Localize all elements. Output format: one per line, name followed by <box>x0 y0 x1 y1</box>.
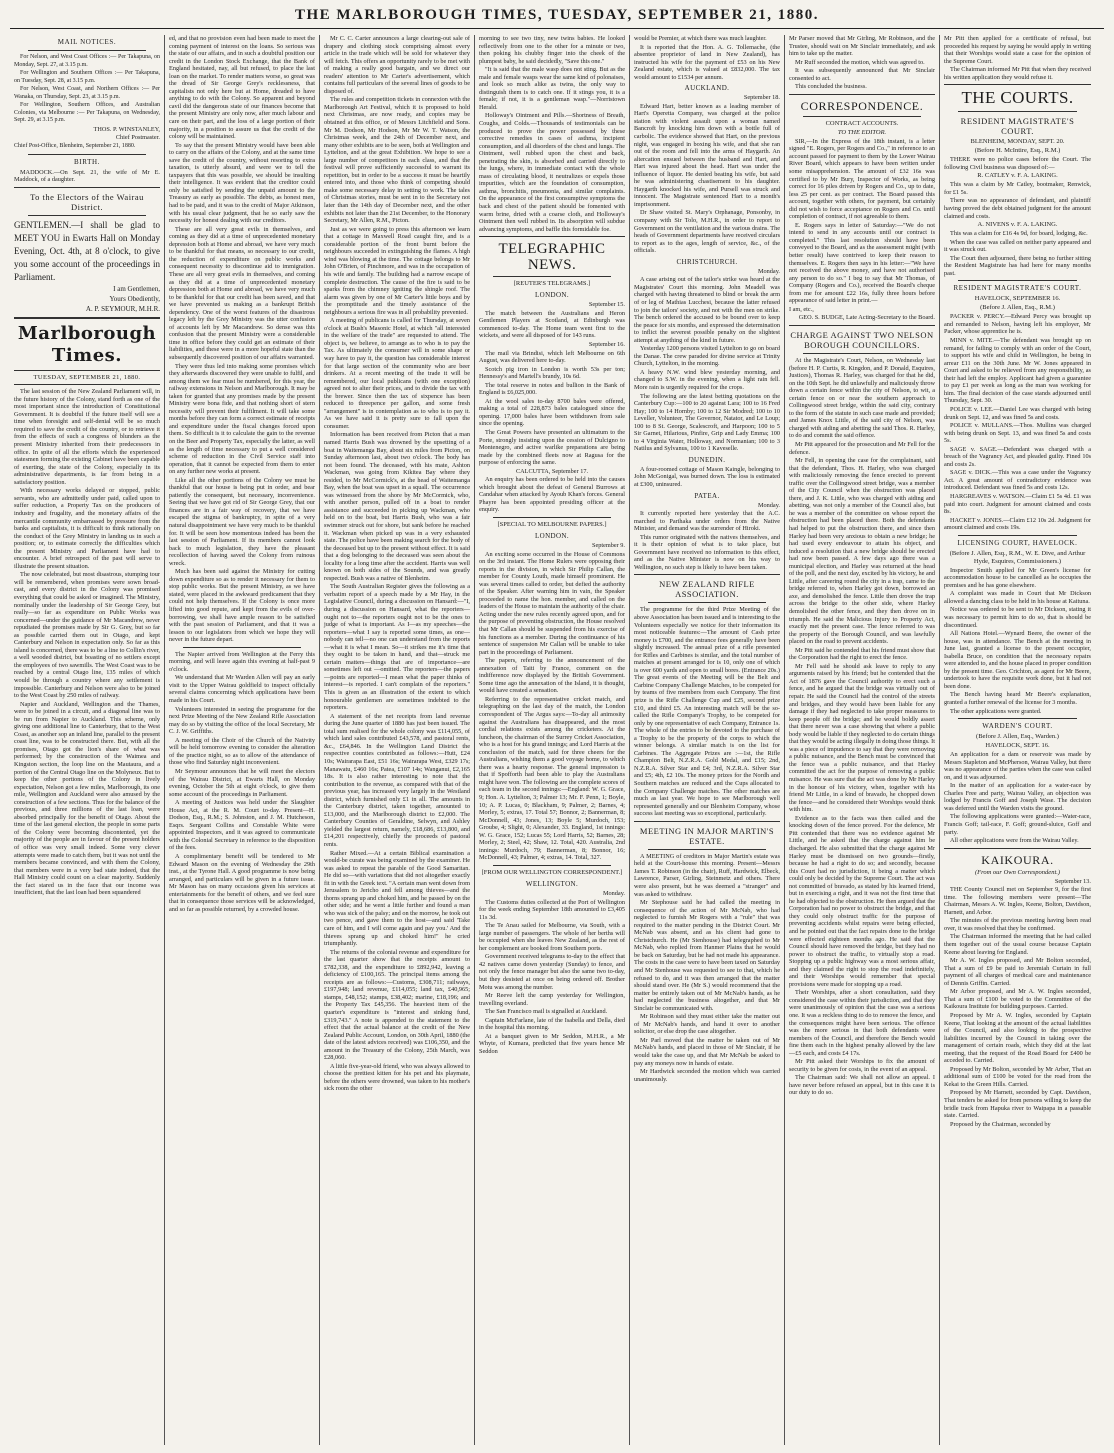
birth-notice: MADDOCK.—On Sept. 21, the wife of Mr E. Maddock, of a daughter. <box>14 168 160 184</box>
article-paragraph: Mr Pitt asked their Worships to fix the amount of security to be given for costs, in the event of an appeal. <box>789 1058 935 1073</box>
news-item: A little five-year-old friend, who was always allowed to choose the prettiest kitten for his pet and his playmate, before the others were drowned, was taken to his mother's sick room the other <box>324 1062 470 1093</box>
news-item: "It is said that the male wasp does not sting. But as the male and female wasps wear the same kind of polonaises, and look so much alike as twins, the only way to distinguish them is to catch one. If it stings you, it is a female; if not, it is a gentleman wasp."—Norristown Herald. <box>479 66 625 111</box>
article-paragraph: Mr Parl moved that the matter be taken out of Mr McNab's hands, and placed in those of Mr Sinclair, if he would take the case up, and that Mr McNab be asked to pay any moneys now in hands of estate. <box>634 1036 780 1067</box>
court-report: A complaint was made in Court that Mr Dickson allowed a dancing class to be held in his house at Kaituna. <box>944 590 1091 605</box>
wardens-court-dateline: HAVELOCK, SEPT. 16. <box>985 742 1050 750</box>
court-report: POLICE v. LEE.—Daniel Lee was charged with being drunk on Sept. 12, and was fined 5s and costs. <box>944 405 1091 421</box>
telegram: The papers, referring to the announcement of the annexation of Taiti by France, comment on the indifference now displayed by the British Government. Some time ago the annexation of the Island, it is thought, would have created a sensation. <box>479 657 625 695</box>
rifle-association-heading: NEW ZEALAND RIFLE ASSOCIATION. <box>659 579 755 600</box>
telegram: The mail via Brindisi, which left Melbourne on 6th August, was delivered here to-day. <box>479 349 625 365</box>
divider <box>944 848 1091 849</box>
court-report: THERE were no police cases before the Court. The following Civil business was disposed of:— <box>944 156 1091 171</box>
article-paragraph: Proposed by the Chairman, seconded by <box>950 1120 1051 1128</box>
kaikoura-heading: KAIKOURA. <box>981 852 1054 867</box>
article-paragraph: The Chairman informed the meeting that he had called them together out of the usual course because Captain Keene about leaving for England. <box>944 933 1091 956</box>
mail-notice: For Nelson, and West Coast Offices :— Per Takapuna, on Monday, Sept. 27, at 3.15 p.m. <box>14 54 160 68</box>
column-3 <box>320 35 475 1445</box>
contract-accounts-subheading: CONTRACT ACCOUNTS. <box>825 119 899 127</box>
news-item: A meeting of Justices was held under the Slaughter House Act, at the R. M. Court to-day. Present—H. Dodson, Esq., R.M.; S. Johnston, and J. M. Hutcheson, Esqrs. Sergeant Collins and Constable White were appointed Inspectors, and it was agreed to communicate with the Colonial Secretary in reference to the disposition of the fees. <box>169 799 315 852</box>
court-report: All Nations Hotel.—Wynard Beere, the owner of the house, was in attendance. The Bench at the meeting in June last, granted a license to the present occupier, Isabella Bruce, on condition that the necessary repairs were attended to, and the house placed in proper condition by the present time. Geo. Crichton, as agent for Mr Beere, undertook to have the requisite work done, but it had not been done. <box>944 630 1091 690</box>
birth-heading: BIRTH. <box>74 157 100 166</box>
court-report: The other applications were granted. <box>950 707 1042 715</box>
news-item: Mr Seymour announces that he will meet the electors of the Wairau District, at Ewarts Hall, on Monday evening, October the 5th at eight o'clock, to give them some account of the proceedings in Parliament. <box>169 767 315 798</box>
divider <box>14 187 160 188</box>
court-report: In the matter of an application for a water-race by Charles Free and party, Wairau Valley, an objection was lodged by Francis Goff and Joseph Wase. The decision was deferred until the Warden visits the ground. <box>944 782 1091 812</box>
court-report: There was no appearance of defendant, and plaintiff having proved the debt obtained judgment for the amount claimed and costs. <box>944 197 1091 220</box>
news-item: The Napier arrived from Wellington at the Ferry this morning, and will leave again this evening at half-past 9 o'clock. <box>169 650 315 673</box>
court-report: PACKER v. PERCY.—Edward Percy was brought up and remanded to Nelson, having left his employer, Mr Packer, whose apprentice he is. <box>944 313 1091 336</box>
article-paragraph: Mr Parser moved that Mr Girling, Mr Robinson, and the Trustee, should wait on Mr Sinclair immediately, and ask him to take up the matter. <box>789 35 935 58</box>
advertisement: Holloway's Ointment and Pills.—Shortness of Breath, Coughs, and Colds.—Thousands of testimonials can be produced to prove the power possessed by these corrective remedies in cases of asthma, incipient consumption, and all disorders of the chest and lungs. The Ointment, well rubbed upon the chest and back, penetrating the skin, is absorbed and carried directly to the lungs, where, in immediate contact with the whole mass of circulating blood, it neutralizes or expels those impurities, which are the foundation of consumption, asthma, bronchitis, pneumonia, and similar complaints. On the appearance of the first consumptive symptoms the back and chest of the patient should be fomented with warm brine, dried with a coarse cloth, and Holloway's Ointment then well rubbed in. Its absorption will subdue advancing symptoms, and baffle this formidable foe. <box>479 112 625 233</box>
licensing-court-bench: (Before J. Allen, Esq., R.M., W. E. Dive, and Arthur Hyde, Esquires, Commissioners.) <box>949 549 1086 565</box>
news-item: The South Australian Register gives the following as a verbatim report of a speech made by a Mr Hay, in the Legislative Council, during a discussion on Hansard:—"I, during a discussion on Hansard, what the reporters—ought not to—the reporters ought not to be the ones to judge of what is important. As I—as my speeches—the reporters—what I say is reported some times, as one—nobody can tell—no one can understand from the reports—what it is what I mean. So—it strikes me it's time that they ought to be taken in hand, and that—struck me certain matters—things that are of importance—are sometimes left out —omitted. The reporters—the papers—points are reported—I mean what the paper thinks of interest—is reported. I can't complain of the reporters." This is given as an illustration of the extent to which honourable gentlemen are sometimes indebted to the reporters. <box>324 583 470 712</box>
telegram: At the wool sales to-day 8700 bales were offered, making a total of 228,873 bales catalogued since the opening. 17,000 bales have been withdrawn from sale since the opening. <box>479 397 625 428</box>
telegram: Scotch pig iron in London is worth 53s per ton; Hennessy's and Martell's brandy, 10s 6d. <box>479 365 625 381</box>
court-report: All other applications were from the Wairau Valley. <box>950 837 1079 845</box>
article-paragraph: The Chairman said: We shall not allow an appeal. I have never before refused an appeal, but in this case it is our duty to do so. <box>789 1074 935 1097</box>
news-item: The returns of the colonial revenue and expenditure for the last quarter show that the receipts amount to £782,338, and the expenditure to £892,942, leaving a deficiency of £100,165. The principal items among the receipts are as follows:—Customs, £308,711; railways, £197,948; land revenue, £114,055; land tax, £40,965; stamps, £48,152; stamps, £38,402; marine, £18,196; and the Property Tax £45,356. The heaviest item of the quarter's expenditure is "interest and sinking fund, £319,743." A note is appended to the statement to the effect that the actual balance at the credit of the New Zealand Public Account, London, on 30th April, 1880 (the date of the latest advices received) was £106,350, and the amount in the Treasury of the Colony, 25th March, was £28,060. <box>324 948 470 1062</box>
article-paragraph: Mr Hardwick seconded the motion which was carried unanimously. <box>634 1068 780 1083</box>
divider <box>183 647 301 648</box>
dateline-christchurch: CHRISTCHURCH. <box>676 257 738 266</box>
telegraphic-news-heading: TELEGRAPHIC NEWS. <box>498 241 606 274</box>
divider <box>789 325 935 326</box>
article-paragraph: The Chairman informed Mr Pitt that when they received his written application they would refuse it. <box>944 66 1091 81</box>
article-paragraph: THE County Council met on September 9, for the first time. The following members were present—The Chairman, Messrs A. W. Ingles, Keene, Bolton, Davidson, Harnett, and Arbor. <box>944 886 1091 916</box>
correspondent-subheading: [FROM OUR WELLINGTON CORRESPONDENT.] <box>481 868 623 876</box>
article-paragraph: The minutes of the previous meeting having been read over, it was resolved that they be confirmed. <box>944 917 1091 932</box>
news-item: The rules and competition tickets in connexion with the Marlborough Art Festival, which it is proposed to hold next Christmas, are now ready, and copies may be obtained at this office, or of Messrs Litchfield and Sons. Mr M. Dodson, Mr Hodson, Mr Mr W. T. Watson, the Christmas week, and the 24th of December next, and many other exhibits are to be seen, both at Wellington and Lyttelton, and at the great Exhibition. We hope to see a large number of competitors in each class, and that the festival will prove sufficiently successful to warrant its repetition, but in order to be a success it must be heartily entered into, and those who think of competing should make some necessary delay in setting to work. The tales of Christmas stories, must be sent in to the Secretary not later than the 14th day of December next, and the other exhibits not later than the 21st December, to the Honorary Secretary, Mr Allen, R.M., Picton. <box>324 96 470 225</box>
masthead: THE MARLBOROUGH TIMES, TUESDAY, SEPTEMBER 21, 1880. <box>10 6 1104 29</box>
letter-paragraph: E. Rogers says in letter of Saturday:—"We do not intend to send in any accounts until our contract is completed." This last resolution should have been conveyed to the Board, and as the assessment might (with better result) have contrived to keep their reason to themselves. E. Rogers then says in his letter:—"We have not received the above money, and have not authorised any person to do so." I beg to say that Mr Thomas, of Company (Rogers and Co.), received the Board's cheque from me for amount £22 16s, fully three hours before appearance of said letter in print.— <box>789 221 935 305</box>
news-item: Just as we were going to press this afternoon we learn that a cottage in Maxwell Road caught fire, and is a considerable portion of the front burnt before the neighbours succeeded in extinguishing the flames. A high wind was blowing at the time. The cottage belongs to Mr John O'Brien, of Pinchmore, and was in the occupation of his wife and family. The building had a narrow escape of complete destruction. The cause of the fire is said to be sparks from the chimney igniting the shingle roof. The alarm was given by one of Mr Carter's little boys and by the promptitude and the timely assistance of the neighbours a serious fire was in all probability prevented. <box>324 225 470 316</box>
court-report: The Bench having heard Mr Beere's explanation, granted a further renewal of the license for 3 months. <box>944 691 1091 706</box>
date: September 13. <box>1054 877 1091 885</box>
postmaster-title: Chief Postmaster. <box>115 134 160 142</box>
divider <box>28 215 146 216</box>
divider <box>28 50 146 51</box>
rm-court-havelock-dateline: HAVELOCK, SEPTEMBER 16. <box>974 295 1061 303</box>
court-report: This was a claim by Mr Catley, bootmaker, Renwick, for £1 5s. <box>944 181 1091 196</box>
telegram: The Te Anau sailed for Melbourne, via South, with a large number of passengers. The whole of her berths will be occupied when she leaves New Zealand, as the rest of her complement are booked from Southern ports. <box>479 922 625 952</box>
case-title: R. CATLEY v. F. A. LAKING. <box>977 172 1058 180</box>
telegram: The total reserve in notes and bullion in the Bank of England is £6,025,000. <box>479 381 625 397</box>
charge-heading: CHARGE AGAINST TWO NELSON BOROUGH COUNCILLORS. <box>790 329 934 350</box>
court-report: HACKET v. JONES.—Claim £12 10s 2d. Judgment for amount claimed and costs 19s. <box>944 516 1091 532</box>
leader-paragraph: Napier and Auckland, Wellington and the Thames, were to be joined in a circuit, and a diagonal line was to be run from Napier to Auckland. This scheme, only giving one additional line to Canterbury, that to the West Coast, as another sop an inland line, parallel to the present coast line, was to be constructed there. But, with all the promises, Otago got the lion's share of what was performed; by the construction of the Waimea and Kingston section, the loop line on the Mautaura, and a portion of the Central Otago line on the Molyneux. But to keep the other portions of the Colony in lively expectation, Nelson got a few miles, Marlborough, its one mile, Wellington and Auckland were also amused by the construction of a few sections. Thus for the balance of the previous, and three millions of the last loan, were absorbed principally for the benefit of Otago. About the time of the last general election, the people in some parts of the Colony were becoming discontented, yet the majority of the people are in favour of the present holders of office was very small indeed. Some very clever attempts were made to catch them, but it was not until the members became convinced, and with them the Colony, that members were in a very bad state indeed, that the Hall Ministry could count on a clear majority. Suddenly the fact stared us in the face that our income was insufficient, that the last loan had been squandered <box>14 700 160 897</box>
telegram: An exciting scene occurred in the House of Commons on the 3rd instant. The Home Rulers were opposing their reports in the division, in which Sir Philip Callan, the member for County Louth, made himself prominent. He was several times called to order, but defied the authority of the Speaker. After warning him in vain, the Speaker proceeded to name the hon. member, and called on the leaders of the House to maintain the authority of the chair. Acting under the new rules recently agreed upon, and for the purpose of preventing obstruction, the House resolved that Mr Callan should be suspended from his exercise of his functions as a member. During the continuance of his sentence of suspension Mr Callan will be unable to take part in the proceedings of Parliament. <box>479 550 625 656</box>
article-paragraph: Mr Ruff seconded the motion, which was agreed to. <box>795 58 925 66</box>
article-paragraph: Much has been said against the Ministry for cutting down expenditure so as to render it necessary for them to stop public works. But the present Ministry, as we have stated, were placed in the awkward predicament that they could not help themselves. If the Colony is once more lifted into good repute, and kept from the evils of over-borrowing, we shall have ample reason to be satisfied with the past session of Parliament, and that it was a lesson to our legislators from which we hope they will never in the future depart. <box>169 568 315 644</box>
article-paragraph: Mr Fell, in opening the case for the complainant, said that the defendant, Thos. H. Harley, who was charged with maliciously removing the fence erected to prevent traffic over the Collingwood street bridge, was a member of the City Council when the obstruction was placed there, and J. K. Little, who was charged with aiding and abetting, was not only a member of the Council also, but he was a member of the committee on whose report the obstruction had been placed there. Both the defendants had helped to put the obstruction there, and since then Harley had been very anxious to obtain a new bridge; he had used every endeavour to attain his object, and induced a resolution that a new bridge should be erected had now been passed. A few days ago there was a municipal election, and Harley was returned at the head of the poll, and the next day, excited by his victory, he and Little, after careering round the city in a trap, came to the bridge referred to, when Harley got down, borrowed an axe, and demolished the fence. Little then drove the trap across the bridge to the other side, where Harley demolished the other fence, and they then drove on in triumph. He said the Malicious Injury to Property Act, exactly met the present case. The fence referred to was the property of the Borough Council, and was lawfully placed on the road to prevent accidents. <box>789 457 935 646</box>
article-paragraph: Mr A. W. Ingles proposed, and Mr Bolton seconded, That a sum of £9 be paid to Jeremiah Curtain in full payment of all charges of medical care and maintenance of Dennis Griffin. Carried. <box>944 957 1091 987</box>
dateline-patea: PATEA. <box>694 491 720 500</box>
telegram: The Great Powers have presented an ultimatum to the Porte, strongly insisting upon the cession of Dulcigno to Montenegro, and active warlike preparations are being made by the combined fleets now at Ragusa for the purpose of enforcing the same. <box>479 428 625 467</box>
column-1 <box>10 35 165 1445</box>
kaikoura-subheading: (From our Own Correspondent.) <box>974 868 1061 876</box>
correspondence-heading: CORRESPONDENCE. <box>800 98 924 113</box>
court-report: An application for a dam or reservoir was made by Messrs Stapleton and McPherson, Wairau Valley, but there was no appearance of the parties when the case was called on, and it was adjourned. <box>944 751 1091 781</box>
divider <box>493 865 611 866</box>
telegram: Yesterday 1200 persons visited Lyttelton to go on board the Danae. The crew paraded for divine service at Trinity Church, Lyttelton, in the morning. <box>634 345 780 368</box>
news-item: Rather Mixed.—At a certain Biblical examination a would-be curate was being examined by the examiner. He was asked to repeat the parable of the Good Samaritan. He did so—with variations that did not altogether exactly fit in with the Greek text. "A certain man went down from Jerusalem to Jericho and fell among thieves—and the thorns sprang up and choked him, and he passed by on the other side; and he went a little further and found a man who was sick of the palsy; and on the morrow, he took out two pence, and gave them to the host—and said 'Take care of him, and I will come again and pay you.' And the thieves sprang up and choked him!" he cried triumphantly. <box>324 849 470 948</box>
telegram: At a banquet given to Mr Seddon, M.H.R., a Mr Whyte, of Kumara, predicted that five years hence Mr Seddon <box>479 1032 625 1055</box>
divider <box>634 574 780 575</box>
court-report: Inspector Smith applied for Mr Green's license for accommodation house to be cancelled as he occupies the premises and he has gone elsewhere. <box>944 566 1091 589</box>
telegram: A four-roomed cottage of Mason Kaingle, belonging to John McGonigal, was burned down. The loss is estimated at £300, uninsured. <box>634 465 780 488</box>
mail-notice: For Nelson, West Coast, and Northern Offices :— Per Wanaka, on Thursday, Sept. 23, at 3.15 p.m. <box>14 86 160 100</box>
telegram: Edward Hart, better known as a leading member of Hart's Operetta Company, was charged at the police station with violent assault upon a woman named Bancroft by knocking him down with a bottle full of carbolic. The evidence showed that Hart, on the previous night, was engaged in boxing his wife, and that she ran out of the room and fell into the arms of Haygarth. An altercation ensued between the husband and Hart, and Hart was injured about the head. Hart was under the influence of liquor. He denied beating his wife, but said he was administering chastisement to his daughter. Haygarth knocked his wife, and Pursell was struck and innocent. The Magistrate sentenced Hart to a month's imprisonment. <box>634 102 780 208</box>
divider <box>28 154 146 155</box>
telegram: It is reported that the Hon. A. G. Tollemache, (the absentee proprietor of land in New Zealand), has instructed his wife for the payment of £53 on his New Zealand estate, which is valued at £832,000. The tax would amount to £1534 per annum. <box>634 43 780 81</box>
columns <box>10 35 1104 1445</box>
electors-heading: To the Electors of the Wairau District. <box>30 191 144 212</box>
dateline-london: LONDON. <box>534 291 570 300</box>
rm-court-havelock-bench: (Before J. Allen, Esq., R.M.) <box>980 304 1055 312</box>
news-item: Information has been received from Picton that a man named Harris Bush was drowned by the upsetting of a boat in Waitemanga Bay, about six miles from Picton, on Sunday afternoon last, about two o'clock. The body has not been found. The deceased, with his mate, Ashton Wackman, was going from Kikitea Bay where they resided, to Mr McCormick's, at the head of Waitemanga Bay, when the boat was upset in a squall. The occurrence was witnessed from the shore by Mr McCormick, who, with another person, pulled off in a boat to render assistance and succeeded in picking up Wackman, who held on to the boat, but Harris Bush, who was a fair swimmer struck out for shore, but sank before he reached it. Wackman when picked up was in a very exhausted state. The police have been making search for the body of the deceased but up to the present without effect. It is said that a dog belonging to the deceased was seen about the locality for a long time after the accident. Harris was well known on both sides of the Sounds, and was greatly respected. Bush was a native of Blenheim. <box>324 431 470 582</box>
date: Monday. <box>758 501 780 509</box>
article-paragraph: Mr Pitt said he contended that his friend must show that the Corporation had the right to erect the fence. <box>789 646 935 662</box>
news-item: We understand that Mr Warden Allen will pay an early visit to the Upper Wairau goldfield to inspect officially several claims concerning which applications have been made in his Court. <box>169 674 315 705</box>
date: September 16. <box>588 340 625 348</box>
reuters-subheading: [REUTER'S TELEGRAMS.] <box>513 280 591 288</box>
news-item: A statement of the net receipts from land revenue during the June quarter of 1880 has just been issued. The total sum realised for the whole colony was £114,055, of which land sales contributed £43,578, and pastoral rents, &c., £64,846. In the Wellington Land District the respective counties contributed as follows:—Hutt, £24 10s; Wairarapa East, £51 16s; Wairarapa West, £329 17s; Manawatu, £460 16s; Patea, £107 14s; Wanganui, £2,165 18s. It is also rather interesting to note that the contribution to the revenue, as compared with that of the previous year, has increased very largely in the Westland district, which furnished only £1 in all. The amounts in the Canterbury district, taken together, amounted to £13,000, and the Marlborough district to £2,000. The Canterbury Counties of Geraldine, Selwyn, and Ashley yielded the largest return, namely, £18,686, £13,800, and £14,201 respectively, chiefly the proceeds of pastoral rents. <box>324 712 470 848</box>
telegram: Mr Reeve left the camp yesterday for Wellington, travelling overland. <box>479 992 625 1007</box>
court-report: HARGREAVES v. WATSON.—Claim £1 5s 4d. £1 was paid into court. Judgment for amount claimed and costs 8s. <box>944 492 1091 516</box>
telegram: would be Premier, at which there was much laughter. <box>634 35 767 42</box>
divider <box>958 111 1077 112</box>
courts-heading: THE COURTS. <box>961 88 1074 108</box>
telegram: The Customs duties collected at the Port of Wellington for the week ending September 18th amounted to £3,405 11s 3d. <box>479 898 625 921</box>
news-item: A meeting of publicans is called for Thursday, at seven o'clock at Bush's Masonic Hotel, at which "all interested in the welfare of the trade" are requested to attend. The object is, we believe, to arrange as to who is to pay the Tax. As ultimately the consumer will in some shape or way have to pay it, the question has considerable interest for that large section of the community who are beer drinkers. At a recent meeting of the trade it will be remembered, our local publicans (with one exception) agreed not to alter their prices, and to divide the tax with the brewer. Since then the tax of sixpence has been reduced to threepence per gallon, and some fresh "arrangement" is in contemplation as to who is to pay it. As we have said it is pretty sure to fall upon the consumer. <box>324 317 470 430</box>
dateline-wellington: WELLINGTON. <box>525 879 579 888</box>
special-subheading: [SPECIAL TO MELBOURNE PAPERS.] <box>497 520 607 528</box>
dateline-auckland: AUCKLAND. <box>684 84 730 93</box>
date: Monday. <box>758 267 780 275</box>
closing-line: Yours Obediently, <box>109 294 160 303</box>
divider <box>958 535 1077 536</box>
article-paragraph: Mr Pitt then applied for a certificate of refusal, but proceeded his request by saying he would apply in writing that their Worships would state a case for the opinion of the Supreme Court. <box>944 35 1091 65</box>
article-paragraph: The programme for the third Prize Meeting of the above Association has been issued and is interesting to the Volunteers especially we notice for their information its most noticeable features:—The amount of Cash prize money is £700, and the entrance fees generally have been slightly increased. The annual prize of a rifle presented for Rifles and Carbines is similar, and the total number of matches at present arranged for is 10, only one of which is over 600 yards and open to small bores. (Entrance 20s.) The great events of the Meeting will be the Belt and Carbine Company Challenge Matches, to be competed for by teams of five members from each Company. The first prize is the Rifle Challenge Cup and £25, second prize £10, and third £5. An interesting match will be the so-called the Rifle Company's Trophy, to be competed for only by one representative of each Company, Entrance 1s. The whole of the entries to be devoted to the purchase of a Trophy to be the property of the corps to which the winner belongs. A similar match is on the list for Carbines. The Aggregate Prizes are :—1st, the Rifle Champion Belt, N.Z.R.A. Gold Medal, and £15; 2nd, N.Z.R.A. Silver Star and £4; 3rd, N.Z.R.A. Silver Star and £5; 4th, £2 10s. The money prizes for the Nordh and Southern matches are reduced and the Cups allocated to the Company Challenge matches. The other matches are much as last year. We hope to see Marlborough well represented generally and our Blenheim Company, whose success last meeting was so exceptional, particularly. <box>634 606 780 818</box>
article-paragraph: They were thus led into making some promises which they afterwards discovered they were unable to fulfil, and among them we fear must be numbered, for this year, the railway extensions in Nelson and Marlborough. It may be taken for granted that any promises made by the present Ministry were bona fide, and that nothing short of stern necessity will prevent their fulfilment. It will take some months before they can form a correct estimate of receipts and expenditure under the fiscal changes forced upon them. So difficult is it to calculate the gain to the revenue on the Beer and Property Tax, especially the latter, as well as the length of time necessary to put a well considered scheme of reduction in the Civil Service staff into operation, that it cannot be expected from them to enter on any further new works at present. <box>169 362 315 476</box>
divider <box>958 718 1077 719</box>
divider <box>493 517 611 518</box>
licensing-court-heading: LICENSING COURT, HAVELOCK. <box>957 538 1078 547</box>
news-item: Mr C. C. Carter announces a large clearing-out sale of drapery and clothing stock comprising almost every article in the trade which will be sold for whatever they will fetch. This offers an opportunity rarely to be met with of making a really good bargain, and we direct our readers' attention to Mr Carter's advertisement, which contains full particulars of the several lines of goods to be disposed of. <box>324 35 470 95</box>
telegram: The following are the latest betting quotations on the Canterbury Cup:—100 to 20 against Lara; 100 to 16 Fred Hay; 100 to 14 Hornby; 100 to 12 Sir Modred; 100 to 10 Leveller, Volunteer, The Governor, Natator, and Le Loup; 100 to 8 St. George, Scalescroft, and Harpoon; 100 to 5 Sir Garnet, Hilarious, Pinfire, Grip and Lady Emma; 100 to 4 Virginia Water, Holloway, and Normanian; 100 to 3 Natilus and Sylvanus, 100 to 1 Kaveselle. <box>634 392 780 453</box>
article-paragraph: To say that the present Ministry would have been able to carry on the affairs of the Colony, and at the same time save the credit of the country, without resorting to extra taxation, is utterly absurd, and were we to tell the taxpayers that this was possible, we should be insulting their intelligence. It was evident that the creditor could only be satisfied by sending the unpaid amount to the Treasury as early as possible. The debts, as honest men, had to be paid, and it was to the credit of Major Atkinson, with his usual clear judgment, that he so early saw the necessity for honest dealing with our creditors. <box>169 141 315 225</box>
dateline-london: LONDON. <box>534 531 570 540</box>
divider <box>958 280 1077 281</box>
divider <box>803 353 921 354</box>
court-report: Notice was ordered to be sent to Mr Dickson, stating it was necessary to permit him to do so, that is should be discontinued. <box>944 606 1091 629</box>
rm-court-havelock-heading: RESIDENT MAGISTRATE'S COURT. <box>953 284 1082 293</box>
article-paragraph: A MEETING of creditors in Major Martin's estate was held at the Court-house this morning. Present—Messrs James T. Robinson (in the chair), Ruff, Hardwick, Elbeck, Lawrence, Parser, Girling, Steinmetz and others. There were also present, but he was deemed a "stranger" and was asked to withdraw. <box>634 852 780 898</box>
column-6 <box>785 35 940 1445</box>
mail-notice: For Wellington and Southern Offices :— Per Takapuna, on Tuesday, Sept. 28, at 3.15 p.m. <box>14 70 160 84</box>
electors-address: GENTLEMEN.—I shall be glad to MEET YOU in Ewarts Hall on Monday Evening, Oct. 4th, at 8 o'clock, to give you some account of the proceedings in Parliament. <box>14 219 160 282</box>
meeting-heading: MEETING IN MAJOR MARTIN'S ESTATE. <box>639 825 775 846</box>
article-paragraph: Mr Robinson said they must either take the matter out of Mr McNab's hands, and hand it over to another solicitor, or else drop the case altogether. <box>634 1013 780 1036</box>
letter-signature: GEO. S. BUDGE, Late Acting-Secretary to the Board. <box>798 314 935 322</box>
court-report: POLICE v. MULLANS.—Thos. Mullins was charged with being drunk on Sept. 13, and was fined 5s and costs 5s. <box>944 422 1091 445</box>
case-title: A. NIVENS v. F. A. LAKING. <box>977 221 1058 229</box>
article-paragraph: It was subsequently announced that Mr Sinclair consented to act. <box>789 67 935 82</box>
leader-dateline: TUESDAY, SEPTEMBER 21, 1880. <box>33 373 141 381</box>
article-paragraph: Evidence as to the facts was then called and the knocking down of the fence proved. For the defence, Mr Pitt contended that there was no evidence against Mr Little, and he asked that the charge against him be discharged. He also submitted that the charge against Mr Harley must be dismissed on two grounds—firstly, because he had a right to do so; and secondly, because this Court had no jurisdiction, it being a matter which could only be decided by the Supreme Court. The act was not committed of bravado, as stated by his learned friend, but in exercising a right, and it was not the first time that he had objected to the obstruction. He then argued that the Corporation had no power to obstruct the bridge, and that they could only obstruct traffic for the purpose of preventing accidents whilst repairs were being effected, and he pointed out that the fact repairs done to the bridge were effected eighteen months ago. He said that the Council should have removed the bridge, but they had no power to obstruct the traffic, to virtually stop a road. Stopping up a public highway was a most serious affair, and they claimed the right to stop the road indefinitely, and their Worships would remember that special provisions were made for stopping up a road. <box>789 814 935 988</box>
article-paragraph: These are all very great evils in themselves, and coming as they did at a time of unprecedented monetary depression both at Home and abroad, we have very much to be thankful for that means, so necessary to our credit, the reduction of expenditure on public works and consequent necessity to discontinue aid to immigration. These are all very great evils in themselves, and coming as they did at a time of unprecedented monetary depression both at Home and abroad, we have very much to be thankful for that our credit has been saved, and that we have prevented us making as a bankrupt British dependency. One of the worst features of the disastrous legacy left by the Grey Ministry was the utter confusion of accounts left by Mr Macandrew. So dense was this confusion that the present Ministry were a considerable time in office before they could get an estimate of their liabilities, and these were in a more hopeful state than the subsequently discovered position of our affairs warranted. <box>169 225 315 361</box>
telegram: It currently reported here yesterday that the A.C. marched to Parihaka under orders from the Native Minister, and demand was the surrender of Hiroki. <box>634 510 780 533</box>
article-paragraph: This concluded the business. <box>795 83 867 91</box>
letter-closing: I am, etc., <box>789 305 814 313</box>
divider <box>479 236 625 237</box>
paper-name: Marlborough Times. <box>17 322 157 366</box>
news-item: A meeting of the Choir of the Church of the Nativity will be held tomorrow evening to consider the alteration of the practice night, so as to allow of the attendance of those who find Saturday night inconvenient. <box>169 736 315 767</box>
divider <box>648 849 766 850</box>
rm-court-dateline: BLENHEIM, MONDAY, SEPT. 20. <box>970 138 1065 146</box>
postmaster-name: THOS. P. WINSTANLEY, <box>93 125 160 133</box>
telegram: An enquiry has been ordered to be held into the causes which brought about the defeat of General Burrows at Candahar when attacked by Ayoub Khan's forces. General Phayre has been appointed presiding officer at the enquiry. <box>479 476 625 514</box>
mail-notice: For Wellington, Southern Offices, and Australian Colonies, via Melbourne :— Per Takapuna, on Wednesday, Sept. 29, at 3.15 p.m. <box>14 102 160 124</box>
divider <box>789 94 935 95</box>
column-4 <box>475 35 630 1445</box>
column-2 <box>165 35 320 1445</box>
leader-paragraph: The last session of the New Zealand Parliament will, in the future history of the Colony, stand forth as one of the most important since the introduction of Constitutional Government. It is doubtful if the future itself will see a time when foresight and self-denial will be so much required to save the credit of the country, or to retrieve it from the effects of such a congress of blunders as the present Ministry inherited from their predecessors in office. In spite of all the efforts which the experienced statesmen forming the existing Cabinet have been capable of exerting, the state of the Colony, especially in its administrative departments, is far from being in a satisfactory position. <box>14 388 160 486</box>
telegram: Government received telegrams to-day to the effect that 42 natives came down yesterday (Sunday) to fence, and not only the fence manager but also the same two to-day, but they desisted at once on being ordered off. Brother Motu was among the number. <box>479 953 625 991</box>
court-report: SAGE v. DICK.—This was a case under the Vagrancy Act. A great amount of contradictory evidence was introduced. Defendant was fined 5s and costs 12s. <box>944 469 1091 492</box>
divider <box>634 821 780 822</box>
dateline-calcutta: CALCUTTA, September 17. <box>515 467 589 475</box>
article-paragraph: ed, and that no provision even had been made to meet the coming payment of interest on the loans. So serious was the state of our affairs, and in such a doubtful position our credit in the London Stock Exchange, that the Bank of England hesitated, nay, all but refused, to place the last loan on the market. To render matters worse, so great was the dread of Sir George Grey's recklessness, that capitalists not only here but at Home, dreaded to have anything to do with the Colony. So apparent and beyond cavil did the dangerous state of our finances become that the present Ministry are only now, after much labour and care on their part, and the loss of a large portion of their majority, in a position to assure us that the credit of the colony will be maintained. <box>169 35 315 141</box>
date: Monday. <box>603 889 625 897</box>
article-paragraph: Proposed by Mr Harnett, seconded by Capt. Davidson, That tenders be asked for from persons willing to keep the bridle track from Hapuka river to Waipapa in a passable state. Carried. <box>944 1089 1091 1120</box>
article-paragraph: Proposed by Mr Bolton, seconded by Mr Arber, That an additional sum of £100 be voted for the road from the Kekai to the Green Hills. Carried. <box>944 1065 1091 1088</box>
telegram: Dr Shaw visited St. Mary's Orphanage, Ponsonby, in company with Sir Tolo, M.H.R., in order to report to Government on the ventilation and the various drains. The heads of Government departments have received circulars to report as to the ages, length of service, &c., of the officials. <box>634 209 780 255</box>
leader-paragraph: With necessary works delayed or stopped, public servants, who are admittedly under paid, called upon to suffer reduction, a Property Tax on the producers of industry and frugality, and the monetary affairs of the mercantile community embarrassed by pressure from the banks and capitalists, it is difficult to think rationally on the conduct of the Grey Ministry in landing us in such a position; or, to estimate correctly the difficulties which the present Ministry and Parliament have had to encounter. A brief retrospect of the past will serve to illustrate the present situation. <box>14 487 160 570</box>
date: September 9. <box>592 541 625 549</box>
mail-notices-heading: MAIL NOTICES. <box>57 38 117 46</box>
divider <box>14 370 160 371</box>
article-paragraph: Mr Fell said he should ask leave to reply to any arguments raised by his friend; but he contended that the Act of 1876 gave the Council authority to erect such a fence, and he argued that the bridge was virtually out of repair. He said the Council had the control of the streets and bridges, and they would have been liable for any damage if they had neglected to take proper measures to keep people off the bridge; and he would boldly assert that there never was a case showing that where a public body would be liable if they neglected to do certain things that they would be acting illegally in doing those things. It was a piece of impudence to say that they were removing a public nuisance, and the Bench must be convinced that the fence was a public nuisance, and that Harley committed the act for the purpose of removing a public nuisance. He was sure that the act was done by Mr Harley in the honour of his victory, when, together with his friend Mr Little, in a kind of bravado, he chopped down the fence—and he considered their Worships would think with him. <box>789 662 935 814</box>
telegram: The San Francisco mail is signalled at Auckland. <box>485 1008 608 1016</box>
telegram: This rumor originated with the natives themselves, and it is their opinion of what is to take place, but Government have received no information to this effect, and as the Native Minister is now on his way to Wellington, no such step is likely to have been taken. <box>634 533 780 571</box>
divider <box>944 84 1091 85</box>
telegram: A case arising out of the tailor's strike was heard at the Magistrates' Court this morning. John Meadell was charged with having threatened to blind or break the arm of or leg of Mathias Lucchesi, because the latter refused to join the tailors' society, and not with the men on strike. The bench ordered the accused to be bound over to keep the peace for six months, and expressed the determination to inflict the severest possible penalty on the slightest attempt at anything of the kind in future. <box>634 276 780 344</box>
telegram: Captain McFarlane, late of the Isabella and Della, died in the hospital this morning. <box>479 1016 625 1032</box>
wardens-court-heading: WARDEN'S COURT. <box>982 722 1053 731</box>
to-editor-subheading: TO THE EDITOR. <box>837 128 887 136</box>
article-paragraph: Mr Pitt appeared for the prosecution and Mr Fell for the defence. <box>789 440 935 456</box>
closing-line: I am Gentlemen, <box>113 284 160 293</box>
article-paragraph: Mr Arbor proposed, and Mr A. W. Ingles seconded, That a sum of £100 be voted to the Committee of the Kaikoura Institute for building purposes. Carried. <box>944 988 1091 1011</box>
date: September 15. <box>588 301 625 309</box>
letter-paragraph: SIR,—In the Express of the 18th instant, is a letter signed "E. Rogers, per Rogers and Co.," in reference to an account passed for payment to them by the Lower Wairau River Board, which appears to have been written under some misapprehension. The amount of £32 16s was certified to by Mr Bury, Inspector of Works, as being correct for 16 piles driven by Rogers and Co., up to date, less 25 per cent. as per contract. The Board passed this account, together with others, for payment, but certainly did not wish to force acceptance on Rogers and Co. until completion of contract, if not agreeable to them. <box>789 137 935 221</box>
court-report: The following applications were granted:—Water-race, Francis Goff; tail-race, F. Goff; ground-sluice, Goff and party. <box>944 813 1091 836</box>
telegram: A heavy N.W. wind blew yesterday morning, and changed to S.W. in the evening, when a light rain fell. More rain is urgently required for the crops. <box>634 368 780 391</box>
dateline-dunedin: DUNEDIN. <box>688 455 726 464</box>
divider <box>803 116 921 117</box>
court-report: SAGE v. SAGE.—Defendant was charged with a breach of the Vagrancy Act, and pleaded guilty. Fined 10s and costs 2s. <box>944 445 1091 468</box>
wardens-court-bench: (Before J. Allen, Esq., Warden.) <box>976 733 1059 741</box>
court-report: The Court then adjourned, there being no further sitting the Resident Magistrate has had here for many months past. <box>944 254 1091 277</box>
article-paragraph: Like all the other portions of the Colony we must be thankful that our house is being put in order, and bear patiently the consequent, but necessary, inconvenience. Seeing that we have got rid of Sir George Grey, that our finances are in a fair way of recovery, that we have escaped the stigma of bankruptcy, in spite of a very natural disappointment we have very much to be thankful for. It will be seen how momentous indeed has been the last session of Parliament. If its members cannot look back to much legislation, they have the pleasant recollection of having saved the Colony from ruinous wreck. <box>169 476 315 567</box>
telegram: The match between the Australians and Heron Gentlemen Players at Scotland, at Edinburgh was commenced to-day. The Home team went first to the wickets, and were all disposed of for 143 runs. <box>479 309 625 340</box>
signature: A. P. SEYMOUR, M.H.R. <box>85 304 160 313</box>
telegram: Referring to the representative cricket match, and telegraphing on the last day of the match, the London correspondent of The Argus says:—To-day all animosity against the Australians has disappeared, and the most cordial relations exists among the cricketers. At the luncheon, the chairman of the Surrey Cricket Association, who is a host for his grand innings; and Lord Harris at the conclusion of the match, said for three cheers for the Australians, wishing them a good voyage home, to which there was a hearty response. The general impression is that if Spofforth had been able to play the Australians might have won. The following are the complete scores of each team in the second innings:—England: W. G. Grace, 9; Hon. A. Lyttelton, 3; Palmer 13; Mr. F. Penn, 1; Boyle, 10; A. P. Lucas, 0; Blackham, 9; Palmer, 2; Barnes, 4; Morley, 5; extras, 17. Total 57; Bonnor, 2; Bannerman, 8; McDonnell, 43; Jones, 13; Boyle 5; Murdoch, 153; Groube, 4; Slight, 0; Alexander, 33. England, 1st innings: W. G. Grace, 152; Lucas 55; Lord Harris, 52; Barnes, 28; Morley, 2; Steel, 42; Shaw, 12. Total, 420. Australia, 2nd innings: Murdoch, 79; Bannerman, 8; Bonnor, 16; McDonnell, 43; Palmer, 4; extras, 14. Total, 327. <box>479 695 625 862</box>
column-5 <box>630 35 785 1445</box>
leader-paragraph: The now celebrated, but most disastrous, stumping tour will be remembered, when promises were sown broad-cast, and every district in the Colony was promised everything that could be asked or imagined. The Ministry, nominally under the leadership of Sir George Grey, but really—so far as expenditure on Public Works was concerned—under the guidance of Mr Macandrew, never repudiated the promises made by Sir G. Grey, but so far as possible carried them out in Otago, and kept Canterbury and Nelson in expectation only. So far as this island is concerned, there was to be a line to Collin's river, a well wooded district, but boasting of no settlers except the employees of two sawmills. The West Coast was to be reached by a central Otago line, 135 miles of which would be through a country where any settlement is impossible. Canterbury and Nelson were also to be joined to the West Coast by 250 miles of railway. <box>14 571 160 700</box>
post-office-address: Chief Post-Office, Blenheim, September 21, 1880. <box>14 143 136 150</box>
court-report: MINN v. MITE.—The defendant was brought up on remand, for failing to comply with an order of the Court, to support his wife and child in Wellington, he being in arrear £11 on the 30th June. Mr W. Jones appeared in Court and asked to be relieved from any responsibility, as their had left the employ. Applicant had given a guarantee to pay £1 per week as long as the man was working for him. The final decision of the case stands adjourned until Thursday, Sept. 30. <box>944 337 1091 405</box>
court-report: When the case was called on neither party appeared and it was struck out. <box>944 238 1091 254</box>
divider <box>14 317 160 319</box>
article-paragraph: At the Magistrate's Court, Nelson, on Wednesday last (before H. P. Curtis, R. Kingdon, and P. Donald, Esquires, Justices), Thomas R. Harley, was charged for that he did, on the 10th Sept. he did unlawfully and maliciously throw down a certain fence within the city of Nelson, to wit, a certain fence on or near the southern approach to Collingwood street bridge, within the said city, contrary to the form of the statute in such case made and provided; and James Knox Little, of the said city of Nelson, was charged with aiding and abetting the said Thos. R. Harley, to do and commit the said offence. <box>789 356 935 440</box>
article-paragraph: Mr Stephouse said he had called the meeting in consequence of the action of Mr McNab, who had neglected to furnish Mr Rogers with a "rule" that was required to the matter pending in the District Court. Mr McNab was absent, and as his client had gone to Christchurch. He (Mr Stenhouse) had telegraphed to Mr McNab, who replied from Hanmer Plains that he would be back on Saturday, but he had not made his appearance. The costs in the case were to have been taxed on Saturday and Mr Stenhouse was requested to see to that, which he refused to do, and it was then arranged that the matter should stand over. He (Mr S.) would recommend that the matter be entirely taken out of Mr McNab's hands, as he had neglected the business altogether, and that Mr Sinclair be communicated with. <box>634 899 780 1012</box>
news-item: morning to see two tiny, new twins babies. He looked reflectively from one to the other for a minute or two, then poking his chubby finger into the cheek of the plumpest baby, he said decidedly, "Save this one." <box>479 35 625 65</box>
rm-court-bench: (Before H. McIntire, Esq., R.M.) <box>974 147 1061 155</box>
news-item: A complimentary benefit will be tendered to Mr Edward Mason on the evening of Wednesday the 29th inst., at the Tyrone Hall. A good programme is now being arranged, and particulars will be given in a future issue. Mr Mason has on many occasions given his services at entertainments for the benefit of others, and we feel sure that in consequence those services will be acknowledged, and so far as possible returned, by a crowded house. <box>169 852 315 913</box>
article-paragraph: Their Worships, after a short consultation, said they considered the case within their jurisdiction, and that they were unanimously of opinion that the case was a serious one. It was a reckless thing to do to remove the fence, and the consequences might have been serious. The offence was the more serious in that both defendants were members of the Council, and therefore the Bench would fine them each in the highest penalty allowed by the law—£5 each, and costs £4 17s. <box>789 989 935 1057</box>
divider <box>648 602 766 603</box>
divider <box>493 276 611 277</box>
news-item: Volunteers interested in seeing the programme for the next Prize Meeting of the New Zealand Rifle Association may do so by visiting the office of the local Secretary, Mr C. J. W. Griffiths. <box>169 705 315 736</box>
article-paragraph: Proposed by Mr A. W. Ingles, seconded by Captain Keene, That looking at the amount of the actual liabilities of the Council, and also looking to the prospective liabilities incurred by the Council in taking over the management of certain roads, which they did at the last meeting, that the request of the Road Board for £400 be acceded to. Carried. <box>944 1011 1091 1065</box>
court-report: This was a claim for £16 4s 9d, for board, lodging, &c. <box>950 230 1088 238</box>
rm-court-heading: RESIDENT MAGISTRATE'S COURT. <box>960 116 1075 137</box>
divider <box>14 384 160 385</box>
column-7 <box>940 35 1095 1445</box>
date: September 18. <box>743 94 780 102</box>
